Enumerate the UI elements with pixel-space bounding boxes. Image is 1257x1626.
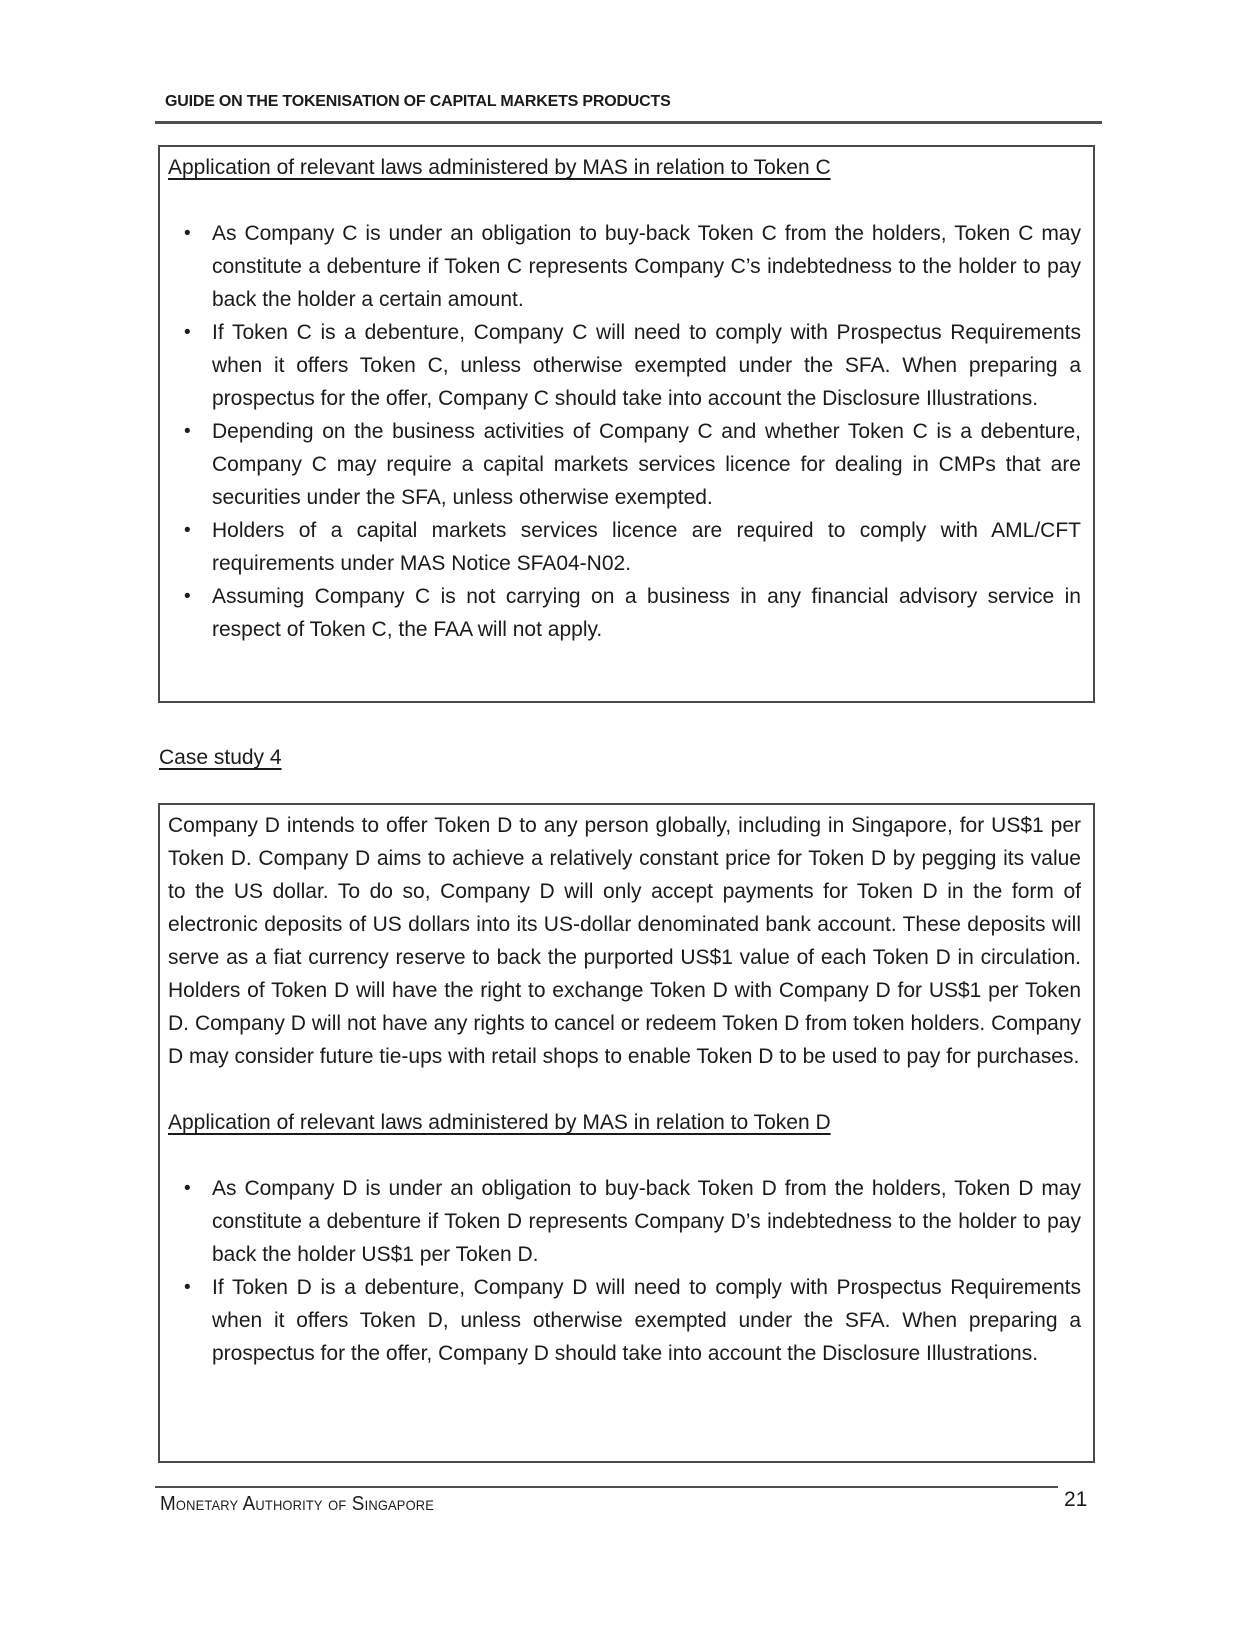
token-c-bullet-4 bbox=[168, 514, 1081, 580]
footer-rule bbox=[155, 1486, 1058, 1488]
bullet-dot-icon: • bbox=[184, 223, 191, 244]
header-rule bbox=[155, 121, 1102, 124]
bullet-dot-icon: • bbox=[184, 421, 191, 442]
bullet-dot-icon: • bbox=[184, 1277, 191, 1298]
token-d-intro-paragraph: Company D intends to offer Token D to any person globally, including in Singapore, for US$1 per Token D. Company D aims to achieve a relatively constant price for Token D by pegging its value to the US dollar. To do so, Company D will only accept payments for Token D in the form of electronic deposits of US dollars into its US-dollar denominated bank account. These deposits will serve as a fiat currency reserve to back the purported US$1 value of each Token D in circulation. Holders of Token D will have the right to exchange Token D with Company D for US$1 per Token D. Company D will not have any rights to cancel or redeem Token D from token holders. Company D may consider future tie-ups with retail shops to enable Token D to be used to pay for purchases. bbox=[168, 814, 1081, 1068]
bullet-text: Assuming Company C is not carrying on a business in any financial advisory service in respect of Token C, the FAA will not apply. bbox=[212, 585, 1081, 641]
bullet-text: Holders of a capital markets services licence are required to comply with AML/CFT requirements under MAS Notice SFA04-N02. bbox=[212, 519, 1081, 575]
token-c-heading: Application of relevant laws administered by MAS in relation to Token C bbox=[168, 156, 831, 179]
token-c-bullet-2 bbox=[168, 316, 1081, 415]
bullet-text: If Token D is a debenture, Company D will need to comply with Prospectus Requirements when it offers Token D, unless otherwise exempted under the SFA. When preparing a prospectus for the offer, Company D should take into account the Disclosure Illustrations. bbox=[212, 1276, 1081, 1365]
bullet-text: Depending on the business activities of Company C and whether Token C is a debenture, Company C may require a capital markets services licence for dealing in CMPs that are securities under the SFA, unless otherwise exempted. bbox=[212, 420, 1081, 509]
footer-organization: Monetary Authority of Singapore bbox=[160, 1492, 435, 1515]
token-c-bullet-1 bbox=[168, 217, 1081, 316]
token-c-bullet-list bbox=[168, 217, 1081, 646]
token-c-bullet-5 bbox=[168, 580, 1081, 646]
bullet-text: As Company D is under an obligation to buy-back Token D from the holders, Token D may constitute a debenture if Token D represents Company D’s indebtedness to the holder to pay back the holder US$1 per Token D. bbox=[212, 1177, 1081, 1266]
token-d-bullet-1 bbox=[168, 1172, 1081, 1271]
bullet-dot-icon: • bbox=[184, 520, 191, 541]
token-c-application-box bbox=[158, 145, 1095, 703]
bullet-text: If Token C is a debenture, Company C will need to comply with Prospectus Requirements when it offers Token C, unless otherwise exempted under the SFA. When preparing a prospectus for the offer, Company C should take into account the Disclosure Illustrations. bbox=[212, 321, 1081, 410]
bullet-dot-icon: • bbox=[184, 1178, 191, 1199]
case-study-4-heading: Case study 4 bbox=[159, 746, 282, 769]
token-d-heading: Application of relevant laws administered by MAS in relation to Token D bbox=[168, 1111, 831, 1134]
bullet-dot-icon: • bbox=[184, 586, 191, 607]
token-d-bullet-2 bbox=[168, 1271, 1081, 1370]
page-number: 21 bbox=[1064, 1488, 1088, 1511]
token-c-bullet-3 bbox=[168, 415, 1081, 514]
token-d-case-study-box bbox=[158, 803, 1095, 1463]
bullet-dot-icon: • bbox=[184, 322, 191, 343]
token-d-bullet-list bbox=[168, 1172, 1081, 1370]
page-header-title: GUIDE ON THE TOKENISATION OF CAPITAL MARKETS PRODUCTS bbox=[165, 93, 671, 110]
bullet-text: As Company C is under an obligation to buy-back Token C from the holders, Token C may constitute a debenture if Token C represents Company C’s indebtedness to the holder to pay back the holder a certain amount. bbox=[212, 222, 1081, 311]
